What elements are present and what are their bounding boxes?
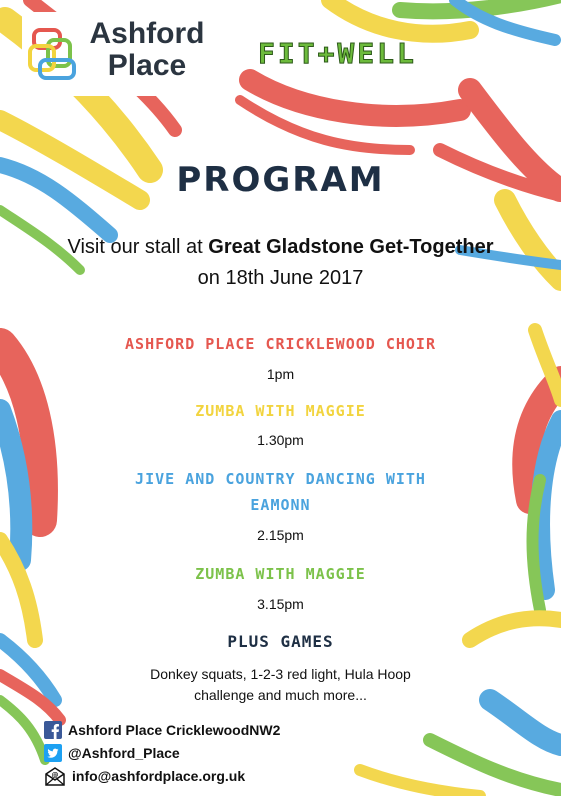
games-desc-line1: Donkey squats, 1-2-3 red light, Hula Hoop [150, 666, 411, 682]
event-title-jive [80, 466, 481, 518]
email-contact[interactable] [44, 766, 245, 786]
email-icon [44, 766, 66, 786]
subtitle-event-name: Great Gladstone Get-Together [208, 236, 494, 258]
subtitle-date: on 18th June 2017 [197, 267, 364, 289]
games-desc-line2: challenge and much more... [194, 687, 367, 703]
facebook-contact[interactable] [44, 720, 280, 740]
event-time-zumba-1: 1.30pm [257, 432, 304, 448]
event-title-jive-line1: JIVE AND COUNTRY DANCING WITH [135, 470, 426, 488]
event-title-choir: ASHFORD PLACE CRICKLEWOOD CHOIR [125, 335, 436, 353]
twitter-icon [44, 744, 62, 762]
event-title-zumba-1: ZUMBA WITH MAGGIE [195, 402, 366, 420]
linked-rings-icon [26, 26, 82, 84]
fit-well-logo: FIT+WELL [258, 37, 417, 70]
twitter-contact[interactable] [44, 743, 180, 763]
ashford-place-logo [22, 12, 214, 96]
event-time-jive: 2.15pm [257, 527, 304, 543]
subtitle-prefix: Visit our stall at [67, 236, 209, 258]
event-subtitle [40, 232, 521, 294]
twitter-text: @Ashford_Place [68, 745, 180, 761]
logo-text-line2: Place [107, 49, 187, 82]
logo-text-line1: Ashford [89, 17, 205, 50]
plus-games-heading: PLUS GAMES [227, 632, 334, 651]
page-title: PROGRAM [176, 160, 385, 200]
facebook-icon [44, 721, 62, 739]
event-title-zumba-2: ZUMBA WITH MAGGIE [195, 565, 366, 583]
email-text: info@ashfordplace.org.uk [72, 768, 246, 784]
event-time-zumba-2: 3.15pm [257, 596, 304, 612]
facebook-text: Ashford Place CricklewoodNW2 [68, 722, 281, 738]
plus-games-description [110, 664, 451, 706]
svg-text:@: @ [51, 771, 59, 779]
event-title-jive-line2: EAMONN [250, 496, 311, 514]
event-time-choir: 1pm [266, 366, 295, 382]
